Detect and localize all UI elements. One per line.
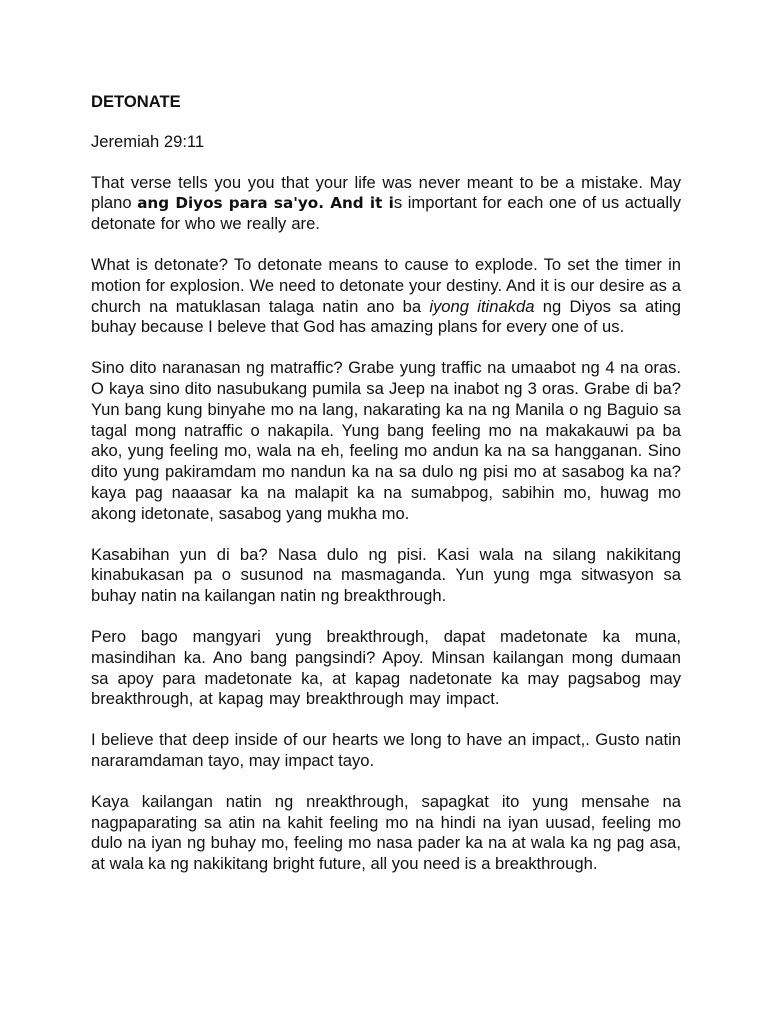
scripture-reference: Jeremiah 29:11 xyxy=(91,131,205,151)
paragraph-1-text-a: That verse tells you you that your life was never meant to be a mistake. May plano xyxy=(91,172,681,213)
paragraph-3: Sino dito naranasan ng matraffic? Grabe yung traffic na umaabot ng 4 na oras. O kaya sino dito nasubukang pumila sa Jeep na inabot ng 3 oras. Grabe di ba? Yun bang kung binyahe mo na lang, nakarating ka na ng Manila o ng Baguio sa tagal mong natraffic o nakapila. Yung bang feeling mo na makakauwi pa ba ako, yung feeling mo, wala na eh, feeling mo andun ka na sa hangganan. Sino dito yung pakiramdam mo nandun ka na sa dulo ng pisi mo at sasabog ka na? kaya pag naaasar ka na malapit ka na sumabpog, sabihin mo, huwag mo akong idetonate, sasabog yang mukha mo. xyxy=(91,358,681,523)
paragraph-4: Kasabihan yun di ba? Nasa dulo ng pisi. Kasi wala na silang nakikitang kinabukasan pa o susunod na masmaganda. Yun yung mga sitwasyon sa buhay natin na kailangan natin ng breakthrough. xyxy=(91,544,681,606)
paragraph-2 xyxy=(91,255,681,338)
document-title: DETONATE xyxy=(91,92,181,111)
document-page xyxy=(91,92,681,895)
paragraph-1-text-c: s important for each one of us actually detonate for who we really are. xyxy=(91,193,681,234)
paragraph-7: Kaya kailangan natin ng nreakthrough, sapagkat ito yung mensahe na nagpaparating sa atin na kahit feeling mo na hindi na iyan uusad, feeling mo dulo na iyan ng buhay mo, feeling mo nasa pader ka na at wala ka ng pag asa, at wala ka ng nakikitang bright future, all you need is a breakthrough. xyxy=(91,791,681,874)
paragraph-1-bold-text: ang Diyos para sa'yo. And it i xyxy=(137,194,394,213)
paragraph-2-text-a: What is detonate? To detonate means to cause to explode. To set the timer in motion for explosion. We need to detonate your destiny. And it is our desire as a church na matuklasan talaga natin ano ba xyxy=(91,254,681,316)
paragraph-2-text-c: ng Diyos sa ating buhay because I beleve that God has amazing plans for every one of us. xyxy=(91,296,681,337)
paragraph-5: Pero bago mangyari yung breakthrough, dapat madetonate ka muna, masindihan ka. Ano bang pangsindi? Apoy. Minsan kailangan mong dumaan sa apoy para madetonate ka, at kapag nadetonate ka may pagsabog may breakthrough, at kapag may breakthrough may impact. xyxy=(91,626,681,709)
paragraph-1 xyxy=(91,173,681,235)
paragraph-2-italic-text: iyong itinakda xyxy=(429,296,535,316)
paragraph-6: I believe that deep inside of our hearts we long to have an impact,. Gusto natin nararamdaman tayo, may impact tayo. xyxy=(91,730,681,770)
